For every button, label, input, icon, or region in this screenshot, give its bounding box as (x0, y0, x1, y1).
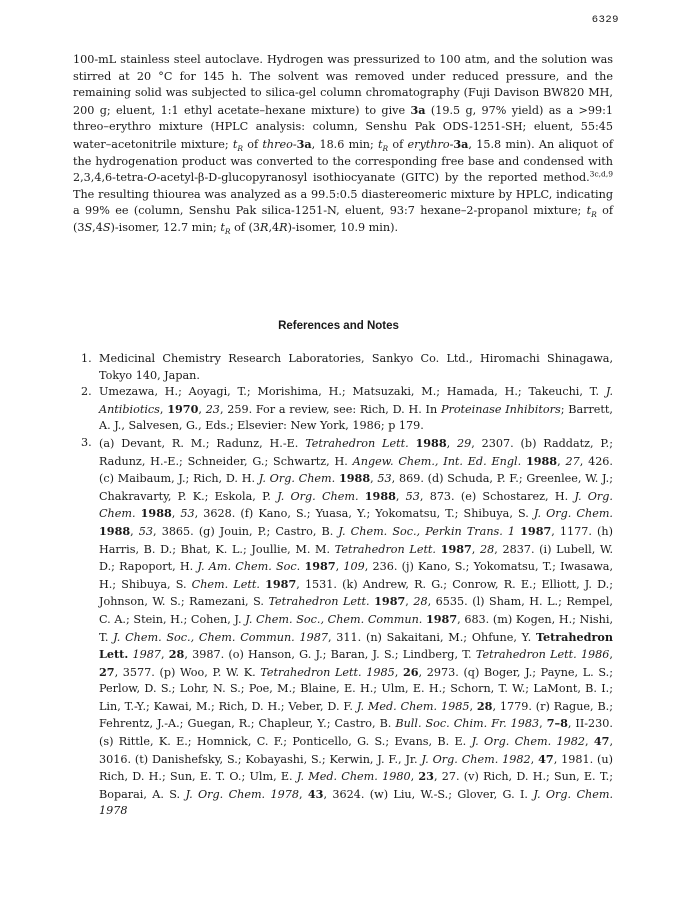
references-heading: References and Notes (278, 320, 399, 332)
experimental-paragraph: 100-mL stainless steel autoclave. Hydrogen was pressurized to 100 atm, and the solution was stirred at 20 °C for 145 h. The solvent was removed under reduced pressure, and the remaining solid was subjected to silica-gel column chromatography (Fuji Davison BW820 MH, 200 g; eluent, 1:1 ethyl acetate–hexane mixture) to give 3a (19.5 g, 97% yield) as a >99:1 threo–erythro mixture (HPLC analysis: column, Senshu Pak ODS-1251-SH; eluent, 55:45 water–acetonitrile mixture; $t_R$ of threo-3a, 18.6 min; $t_R$ of erythro-3a, 15.8 min). An aliquot of the hydrogenation product was converted to the corresponding free base and condensed with 2,3,4,6-tetra-O-acetyl-β-D-glucopyranosyl isothiocyanate (GITC) by the reported method.$^{3c,d,9}$ The resulting thiourea was analyzed as a 99.5:0.5 diastereomeric mixture by HPLC, indicating a 99% ee (column, Senshu Pak silica-1251-N, eluent, 93:7 hexane–2-propanol mixture; $t_R$ of (3S,4S)-isomer, 12.7 min; $t_R$ of (3R,4R)-isomer, 10.9 min). (73, 53, 614, 237)
reference-number: 3. (81, 435, 92, 449)
reference-text: Medicinal Chemistry Research Laboratories, Sankyo Co. Ltd., Hiromachi Shinagawa, Tokyo 140, Japan. (99, 352, 613, 382)
references-list (73, 351, 613, 820)
reference-number: 2. (81, 385, 92, 399)
reference-item (73, 435, 613, 820)
reference-number: 1. (81, 352, 92, 365)
reference-text: Umezawa, H.; Aoyagi, T.; Morishima, H.; Matsuzaki, M.; Hamada, H.; Takeuchi, T. J. Antibiotics, 1970, 23, 259. For a review, see: Rich, D. H. In Proteinase Inhibitors; Barrett, A. J., Salvesen, G., Eds.; Elsevier: New York, 1986; p 179. (99, 385, 613, 433)
reference-text: (a) Devant, R. M.; Radunz, H.-E. Tetrahedron Lett. 1988, 29, 2307. (b) Raddatz, P.; Radunz, H.-E.; Schneider, G.; Schwartz, H. Angew. Chem., Int. Ed. Engl. 1988, 27, 426. (c) Maibaum, J.; Rich, D. H. J. Org. Chem. 1988, 53, 869. (d) Schuda, P. F.; Greenlee, W. J.; Chakravarty, P. K.; Eskola, P. J. Org. Chem. 1988, 53, 873. (e) Schostarez, H. J. Org. Chem. 1988, 53, 3628. (f) Kano, S.; Yuasa, Y.; Yokomatsu, T.; Shibuya, S. J. Org. Chem. 1988, 53, 3865. (g) Jouin, P.; Castro, B. J. Chem. Soc., Perkin Trans. 1 1987, 1177. (h) Harris, B. D.; Bhat, K. L.; Joullie, M. M. Tetrahedron Lett. 1987, 28, 2837. (i) Lubell, W. D.; Rapoport, H. J. Am. Chem. Soc. 1987, 109, 236. (j) Kano, S.; Yokomatsu, T.; Iwasawa, H.; Shibuya, S. Chem. Lett. 1987, 1531. (k) Andrew, R. G.; Conrow, R. E.; Elliott, J. D.; Johnson, W. S.; Ramezani, S. Tetrahedron Lett. 1987, 28, 6535. (l) Sham, H. L.; Rempel, C. A.; Stein, H.; Cohen, J. J. Chem. Soc., Chem. Commun. 1987, 683. (m) Kogen, H.; Nishi, T. J. Chem. Soc., Chem. Commun. 1987, 311. (n) Sakaitani, M.; Ohfune, Y. Tetrahedron Lett. 1987, 28, 3987. (o) Hanson, G. J.; Baran, J. S.; Lindberg, T. Tetrahedron Lett. 1986, 27, 3577. (p) Woo, P. W. K. Tetrahedron Lett. 1985, 26, 2973. (q) Boger, J.; Payne, L. S.; Perlow, D. S.; Lohr, N. S.; Poe, M.; Blaine, E. H.; Ulm, E. H.; Schorn, T. W.; LaMont, B. I.; Lin, T.-Y.; Kawai, M.; Rich, D. H.; Veber, D. F. J. Med. Chem. 1985, 28, 1779. (r) Rague, B.; Fehrentz, J.-A.; Guegan, R.; Chapleur, Y.; Castro, B. Bull. Soc. Chim. Fr. 1983, 7–8, II-230. (s) Rittle, K. E.; Homnick, C. F.; Ponticello, G. S.; Evans, B. E. J. Org. Chem. 1982, 47, 3016. (t) Danishefsky, S.; Kobayashi, S.; Kerwin, J. F., Jr. J. Org. Chem. 1982, 47, 1981. (u) Rich, D. H.; Sun, E. T. O.; Ulm, E. J. Med. Chem. 1980, 23, 27. (v) Rich, D. H.; Sun, E. T.; Boparai, A. S. J. Org. Chem. 1978, 43, 3624. (w) Liu, W.-S.; Glover, G. I. J. Org. Chem. 1978 (99, 435, 614, 818)
page-number: 6329 (591, 14, 619, 26)
reference-item (73, 351, 613, 384)
reference-item (73, 384, 613, 435)
